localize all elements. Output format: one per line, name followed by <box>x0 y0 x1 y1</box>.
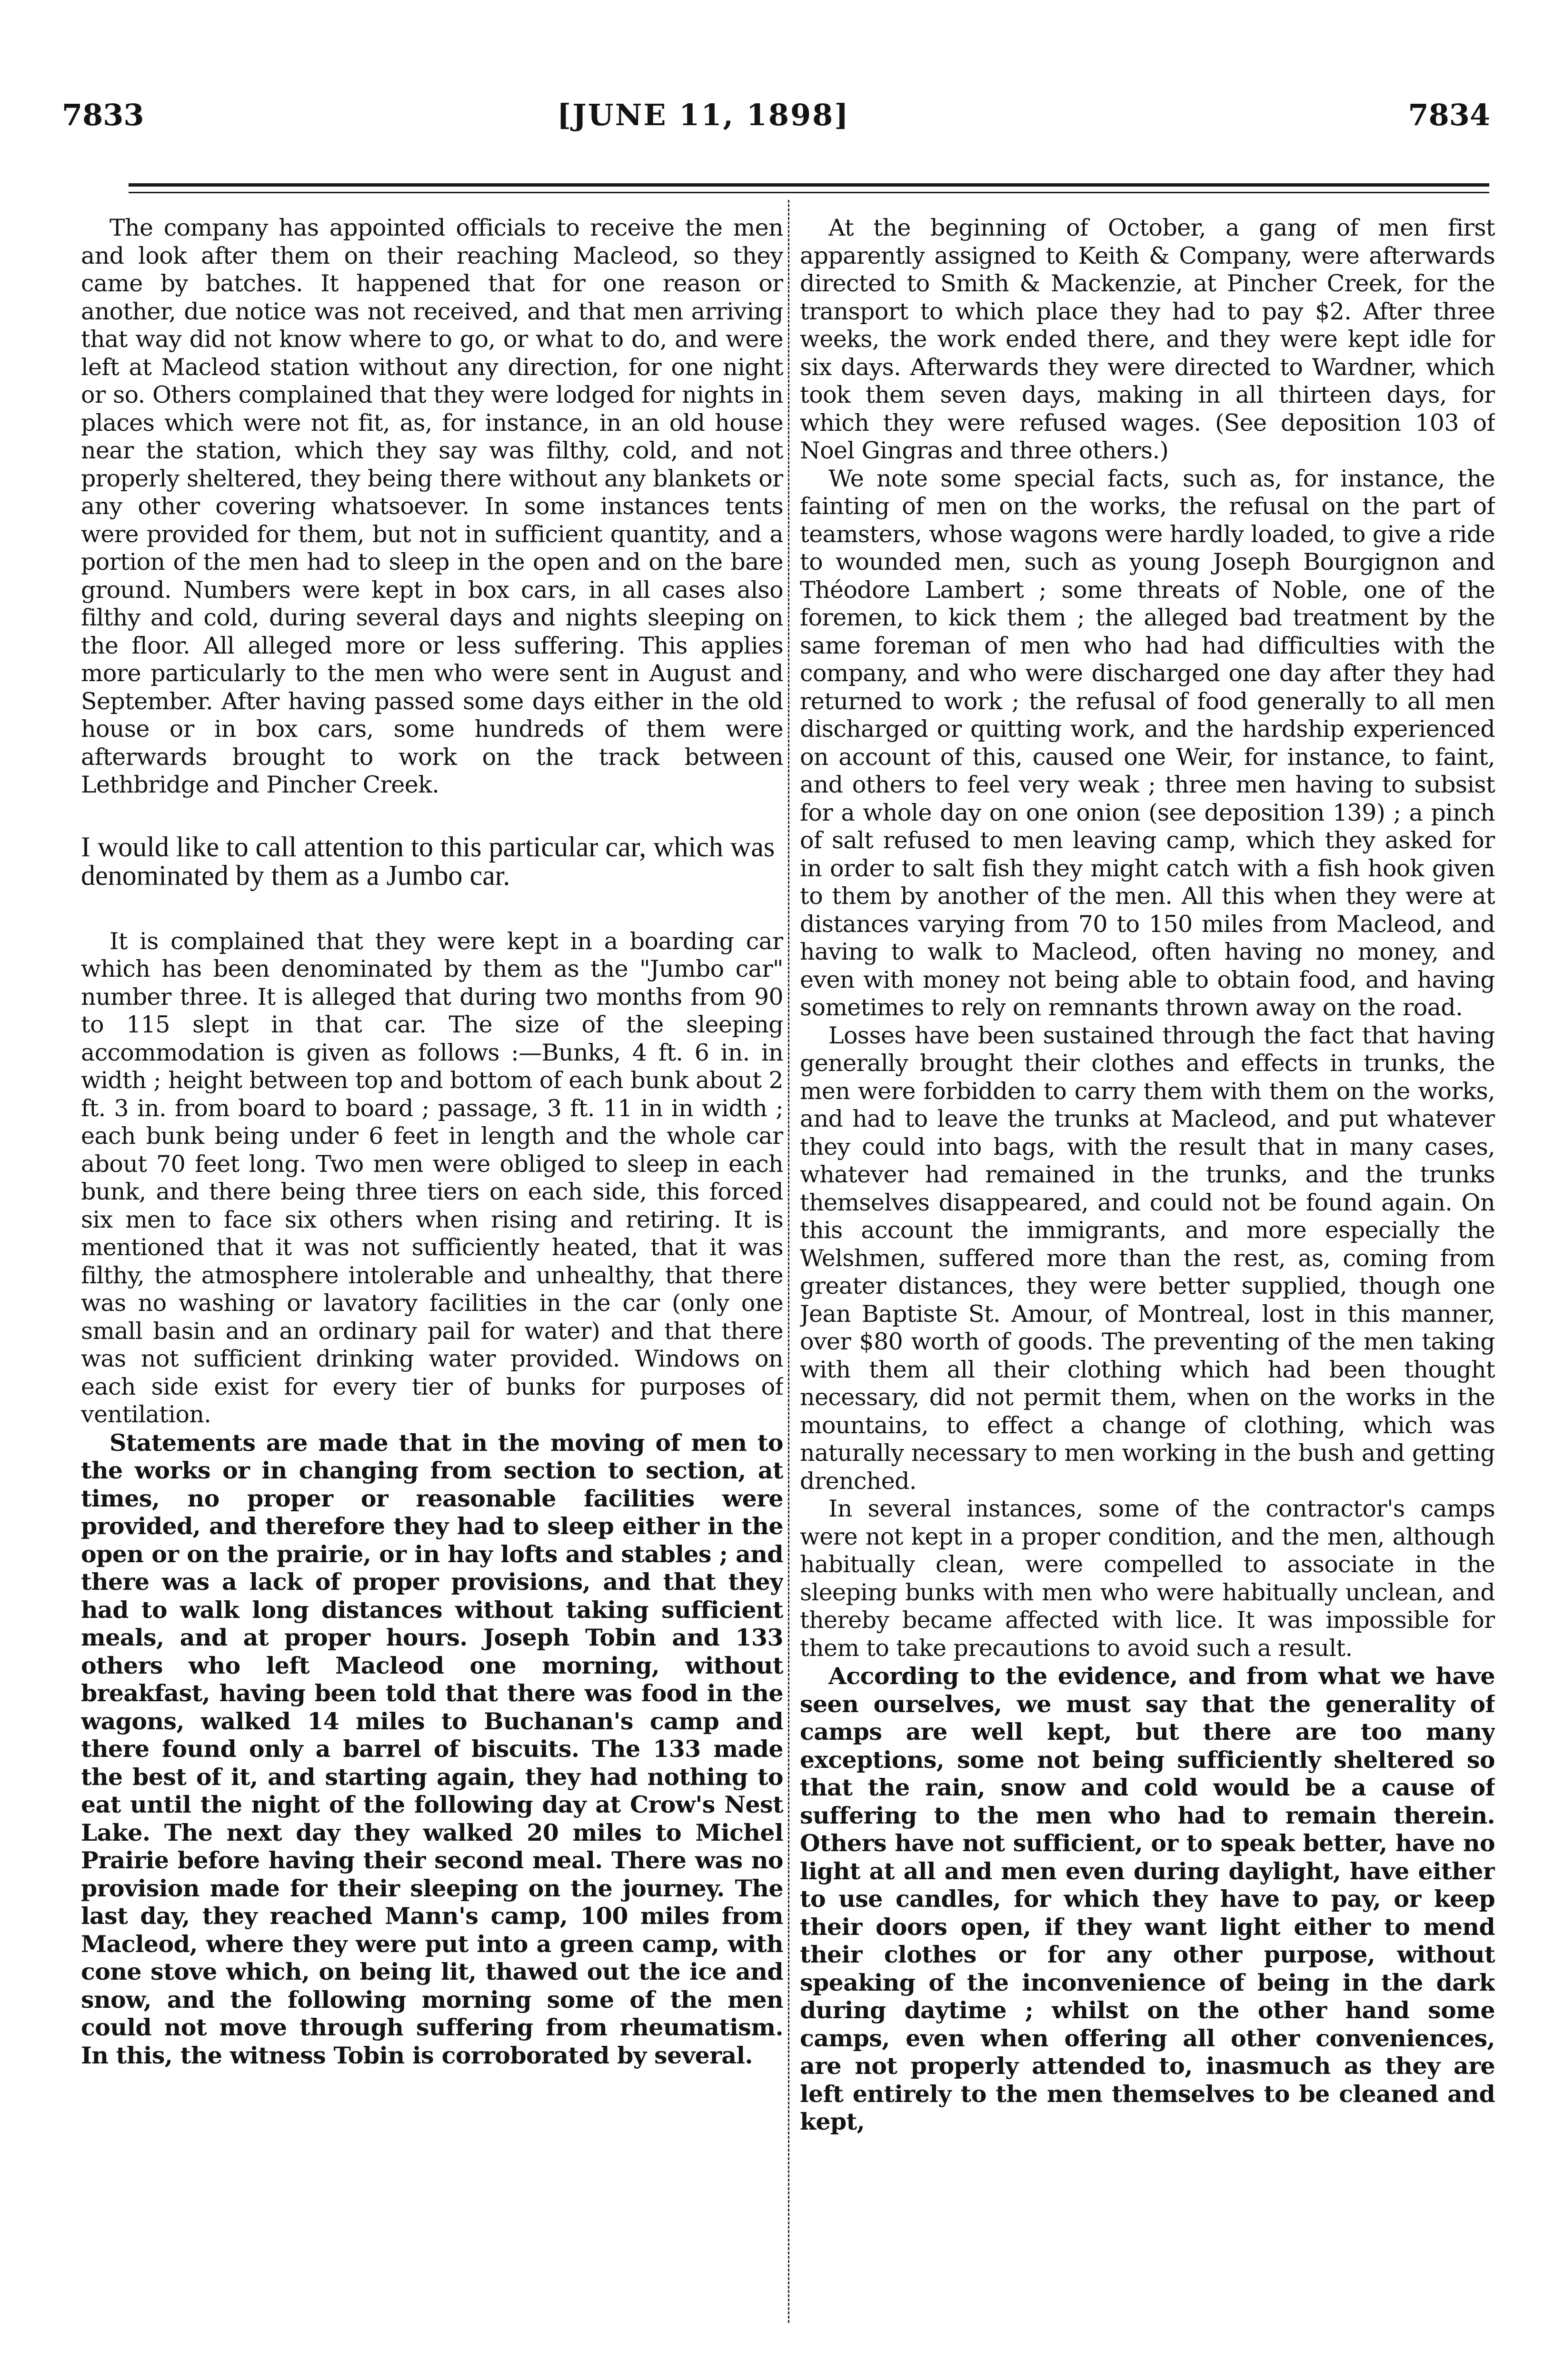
page-header <box>62 98 1490 155</box>
right-paragraph-1: At the beginning of October, a gang of men first apparently assigned to Keith & Company, were afterwards directed to Smith & Mackenzie, at Pincher Creek, for the transport to which place they had to pay $2. After three weeks, the work ended there, and they were kept idle for six days. Afterwards they were directed to Wardner, which took them seven days, making in all thirteen days, for which they were refused wages. (See deposition 103 of Noel Gingras and three others.) <box>800 214 1495 464</box>
right-column <box>800 214 1495 2356</box>
header-rule <box>129 183 1489 187</box>
page-date: [JUNE 11, 1898] <box>557 98 850 132</box>
right-paragraph-4: In several instances, some of the contractor's camps were not kept in a proper condition, and the men, although habitually clean, were compelled to associate in the sleeping bunks with men who were habitually unclean, and thereby became affected with lice. It was impossible for them to take precautions to avoid such a result. <box>800 1495 1495 1662</box>
page-number-left: 7833 <box>62 98 144 132</box>
left-paragraph-1: The company has appointed officials to receive the men and look after them on their reaching Macleod, so they came by batches. It happened that for one reason or another, due notice was not received, and that men arriving that way did not know where to go, or what to do, and were left at Macleod station without any direction, for one night or so. Others complained that they were lodged for nights in places which were not fit, as, for instance, in an old house near the station, which they say was filthy, cold, and not properly sheltered, they being there without any blankets or any other covering whatsoever. In some instances tents were provided for them, but not in sufficient quantity, and a portion of the men had to sleep in the open and on the bare ground. Numbers were kept in box cars, in all cases also filthy and cold, during several days and nights sleeping on the floor. All alleged more or less suffering. This applies more particularly to the men who were sent in August and September. After having passed some days either in the old house or in box cars, some hundreds of them were afterwards brought to work on the track between Lethbridge and Pincher Creek. <box>81 214 783 798</box>
left-column <box>81 214 783 2356</box>
right-paragraph-5: According to the evidence, and from what we have seen ourselves, we must say that the generality of camps are well kept, but there are too many exceptions, some not being sufficiently sheltered so that the rain, snow and cold would be a cause of suffering to the men who had to remain therein. Others have not sufficient, or to speak better, have no light at all and men even during daylight, have either to use candles, for which they have to pay, or keep their doors open, if they want light either to mend their clothes or for any other purpose, without speaking of the inconvenience of being in the dark during daytime ; whilst on the other hand some camps, even when offering all other conveniences, are not properly attended to, inasmuch as they are left entirely to the men themselves to be cleaned and kept, <box>800 1662 1495 2135</box>
left-paragraph-3: Statements are made that in the moving of men to the works or in changing from section to section, at times, no proper or reasonable facilities were provided, and therefore they had to sleep either in the open or on the prairie, or in hay lofts and stables ; and there was a lack of proper provisions, and that they had to walk long distances without taking sufficient meals, and at proper hours. Joseph Tobin and 133 others who left Macleod one morning, without breakfast, having been told that there was food in the wagons, walked 14 miles to Buchanan's camp and there found only a barrel of biscuits. The 133 made the best of it, and starting again, they had nothing to eat until the night of the following day at Crow's Nest Lake. The next day they walked 20 miles to Michel Prairie before having their second meal. There was no provision made for their sleeping on the journey. The last day, they reached Mann's camp, 100 miles from Macleod, where they were put into a green camp, with cone stove which, on being lit, thawed out the ice and snow, and the following morning some of the men could not move through suffering from rheumatism. In this, the witness Tobin is corroborated by several. <box>81 1428 783 2069</box>
inserted-remark: I would like to call attention to this particular car, which was denominated by them as a Jumbo car. <box>81 831 775 891</box>
column-divider <box>788 200 789 2323</box>
right-paragraph-3: Losses have been sustained through the fact that having generally brought their clothes and effects in trunks, the men were forbidden to carry them with them on the works, and had to leave the trunks at Macleod, and put whatever they could into bags, with the result that in many cases, whatever had remained in the trunks, and the trunks themselves disappeared, and could not be found again. On this account the immigrants, and more especially the Welshmen, suffered more than the rest, as, coming from greater distances, they were better supplied, though one Jean Baptiste St. Amour, of Montreal, lost in this manner, over $80 worth of goods. The preventing of the men taking with them all their clothing which had been thought necessary, did not permit them, when on the works in the mountains, to effect a change of clothing, which was naturally necessary to men working in the bush and getting drenched. <box>800 1021 1495 1495</box>
right-paragraph-2: We note some special facts, such as, for instance, the fainting of men on the works, the refusal on the part of teamsters, whose wagons were hardly loaded, to give a ride to wounded men, such as young Joseph Bourgignon and Théodore Lambert ; some threats of Noble, one of the foremen, to kick them ; the alleged bad treatment by the same foreman of men who had had difficulties with the company, and who were discharged one day after they had returned to work ; the refusal of food generally to all men discharged or quitting work, and the hardship experienced on account of this, caused one Weir, for instance, to faint, and others to feel very weak ; three men having to subsist for a whole day on one onion (see deposition 139) ; a pinch of salt refused to men leaving camp, which they asked for in order to salt fish they might catch with a fish hook given to them by another of the men. All this when they were at distances varying from 70 to 150 miles from Macleod, and having to walk to Macleod, often having no money, and even with money not being able to obtain food, and having sometimes to rely on remnants thrown away on the road. <box>800 465 1495 1021</box>
left-paragraph-2: It is complained that they were kept in a boarding car which has been denominated by them as the "Jumbo car" number three. It is alleged that during two months from 90 to 115 slept in that car. The size of the sleeping accommodation is given as follows :—Bunks, 4 ft. 6 in. in width ; height between top and bottom of each bunk about 2 ft. 3 in. from board to board ; passage, 3 ft. 11 in in width ; each bunk being under 6 feet in length and the whole car about 70 feet long. Two men were obliged to sleep in each bunk, and there being three tiers on each side, this forced six men to face six others when rising and retiring. It is mentioned that it was not sufficiently heated, that it was filthy, the atmosphere intolerable and unhealthy, that there was no washing or lavatory facilities in the car (only one small basin and an ordinary pail for water) and that there was not sufficient drinking water provided. Windows on each side exist for every tier of bunks for purposes of ventilation. <box>81 927 783 1428</box>
header-rule-thin <box>129 192 1489 193</box>
page-number-right: 7834 <box>1408 98 1490 132</box>
